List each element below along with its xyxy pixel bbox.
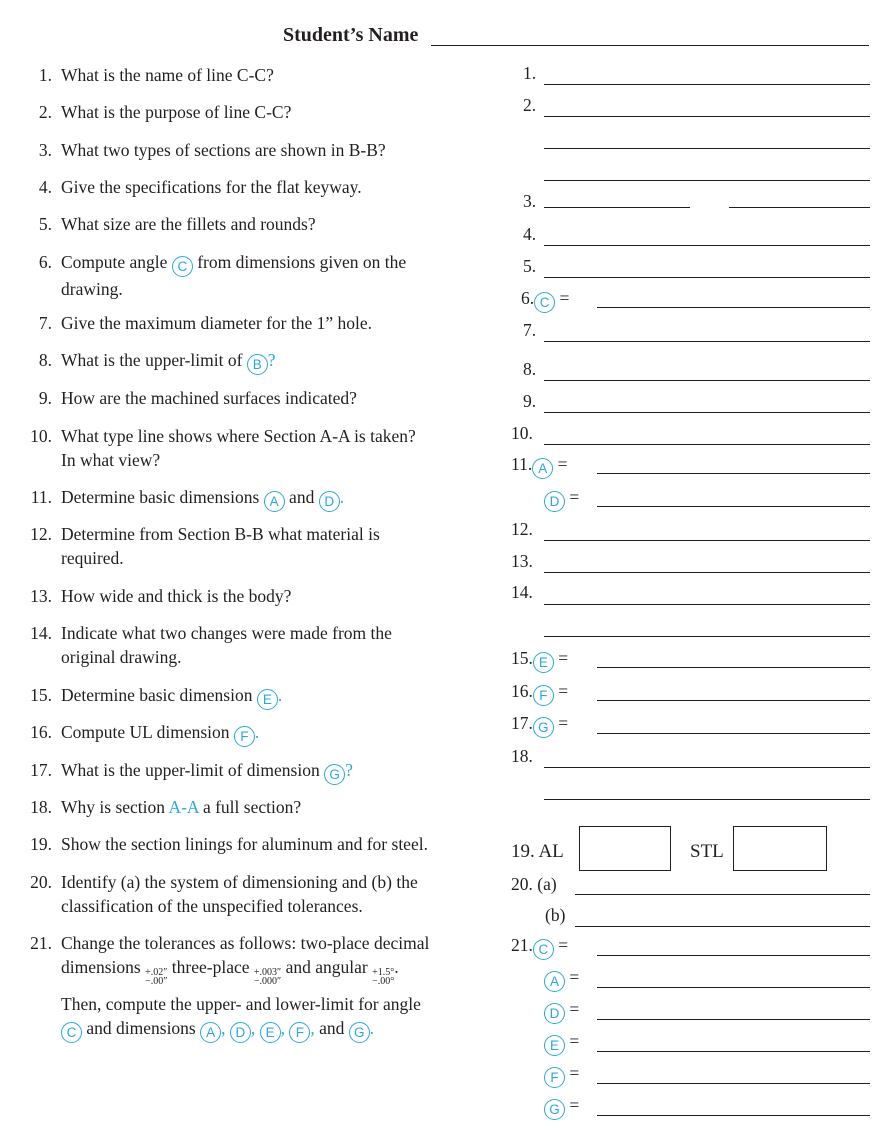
answer-number: 18. [511,746,533,766]
answer-17-line[interactable] [597,733,870,734]
answer-number: 21. C = [511,933,568,960]
callout-d-icon: D [544,491,565,512]
answer-20a-line[interactable] [575,894,870,895]
answer-number: 16. F = [511,679,568,706]
answer-number: 4. [523,224,537,244]
answer-14-line[interactable] [544,604,870,605]
callout-c-icon: C [172,256,193,277]
answer-number: D = [544,997,579,1024]
question-number: 19. [30,834,52,854]
tolerance-angular: +1.5° −.00° [372,967,395,987]
question-number: 1. [38,65,52,85]
answer-2-line-2[interactable] [544,148,870,149]
callout-b-icon: B [247,354,268,375]
answer-20b-label: (b) [545,905,566,925]
answer-15-line[interactable] [597,667,870,668]
question-number: 16. [30,722,52,742]
answer-14-line-2[interactable] [544,636,870,637]
answer-number: 11. A = [511,452,567,479]
answer-number: 14. [511,582,533,602]
answer-9-line[interactable] [544,412,870,413]
question-number: 21. [30,933,52,953]
callout-a-icon: A [200,1022,221,1043]
question-number: 4. [38,177,52,197]
callout-a-icon: A [264,491,285,512]
question-4: Give the specifications for the flat keyway. [61,177,362,197]
answer-number: 20. (a) [511,874,557,894]
question-number: 14. [30,623,52,643]
answer-16-line[interactable] [597,700,870,701]
callout-a-icon: A [544,971,565,992]
answer-number: F = [544,1061,579,1088]
question-16: Compute UL dimension F . [61,720,259,747]
answer-number: 8. [523,359,537,379]
answer-number: 10. [511,423,533,443]
callout-d-icon: D [230,1022,251,1043]
question-number: 5. [38,214,52,234]
question-number: 20. [30,872,52,892]
question-9: How are the machined surfaces indicated? [61,388,357,408]
question-number: 17. [30,760,52,780]
callout-f-icon: F [234,726,255,747]
question-1: What is the name of line C-C? [61,65,274,85]
callout-a-icon: A [532,458,553,479]
question-6: Compute angle C from dimensions given on the drawing. [61,252,407,299]
callout-g-icon: G [349,1022,370,1043]
question-number: 3. [38,140,52,160]
question-2: What is the purpose of line C-C? [61,102,292,122]
answer-7-line[interactable] [544,341,870,342]
callout-g-icon: G [544,1099,565,1120]
answer-8-line[interactable] [544,380,870,381]
answer-5-line[interactable] [544,277,870,278]
answer-1-line[interactable] [544,84,870,85]
question-5: What size are the fillets and rounds? [61,214,316,234]
callout-e-icon: E [260,1022,281,1043]
answer-number: D = [544,485,579,512]
answer-number: 3. [523,191,537,211]
callout-g-icon: G [533,717,554,738]
callout-e-icon: E [533,652,554,673]
answer-6-line[interactable] [597,307,870,308]
question-number: 10. [30,426,52,446]
answer-21g-line[interactable] [597,1115,870,1116]
answer-21e-line[interactable] [597,1051,870,1052]
answer-21f-line[interactable] [597,1083,870,1084]
answer-number: 17. G = [511,711,568,738]
question-number: 8. [38,350,52,370]
answer-number: 13. [511,551,533,571]
question-20: Identify (a) the system of dimensioning and (b) the classification of the unspecified tolerances. [61,872,418,916]
tolerance-two-place: +.02″ −.00″ [145,967,168,987]
question-3: What two types of sections are shown in B-B? [61,140,386,160]
question-14: Indicate what two changes were made from the original drawing. [61,623,392,667]
callout-f-icon: F [533,685,554,706]
question-19: Show the section linings for aluminum and for steel. [61,834,428,854]
callout-c-icon: C [61,1022,82,1043]
answer-3-line-b[interactable] [729,207,870,208]
callout-g-icon: G [324,764,345,785]
answer-13-line[interactable] [544,572,870,573]
callout-f-icon: F [544,1067,565,1088]
answer-number: 12. [511,519,533,539]
question-number: 12. [30,524,52,544]
answer-2-line-3[interactable] [544,180,870,181]
answer-number: 7. [523,320,537,340]
answer-3-line-a[interactable] [544,207,690,208]
answer-number: 19. AL [511,841,564,862]
callout-f-icon: F [289,1022,310,1043]
answer-21a-line[interactable] [597,987,870,988]
question-21-continued: Then, compute the upper- and lower-limit for angle C and dimensions A , D , E , F , and G . [61,992,421,1043]
answer-18-line-2[interactable] [544,799,870,800]
question-number: 2. [38,102,52,122]
question-18: Why is section A-A a full section? [61,797,302,817]
answer-number: A = [544,965,579,992]
answer-18-line[interactable] [544,767,870,768]
callout-d-icon: D [544,1003,565,1024]
answer-20b-line[interactable] [575,926,870,927]
answer-2-line[interactable] [544,116,870,117]
student-name-field[interactable] [431,45,869,46]
question-10: What type line shows where Section A-A is taken? In what view? [61,426,416,470]
answer-4-line[interactable] [544,245,870,246]
answer-number: 9. [523,391,537,411]
question-number: 7. [38,313,52,333]
callout-e-icon: E [257,689,278,710]
callout-e-icon: E [544,1035,565,1056]
question-7: Give the maximum diameter for the 1” hole. [61,313,373,333]
answer-number: 6. C = [521,286,569,313]
callout-c-icon: C [533,939,554,960]
question-15: Determine basic dimension E . [61,683,282,710]
question-number: 15. [30,685,52,705]
student-name-label: Student’s Name [283,24,419,46]
stl-label: STL [690,841,724,862]
question-number: 9. [38,388,52,408]
tolerance-three-place: +.003″ −.000″ [253,967,282,987]
question-13: How wide and thick is the body? [61,586,292,606]
answer-number: 15. E = [511,646,568,673]
question-number: 11. [30,487,52,507]
question-11: Determine basic dimensions A and D . [61,485,344,512]
answer-21c-line[interactable] [597,955,870,956]
answer-number: 5. [523,256,537,276]
callout-c-icon: C [534,292,555,313]
answer-10-line[interactable] [544,444,870,445]
answer-12-line[interactable] [544,540,870,541]
question-number: 6. [38,252,52,272]
question-21: Change the tolerances as follows: two-place decimal dimensions +.02″ −.00″ three-place +.003″ −.000″ and angular +1.5° −.00° . [61,933,430,987]
question-number: 18. [30,797,52,817]
callout-d-icon: D [319,491,340,512]
answer-21d-line[interactable] [597,1019,870,1020]
answer-11d-line[interactable] [597,506,870,507]
answer-number: G = [544,1093,579,1120]
aluminum-section-lining-box[interactable] [579,826,671,871]
question-17: What is the upper-limit of dimension G ? [61,758,353,785]
answer-number: 2. [523,95,537,115]
question-number: 13. [30,586,52,606]
question-12: Determine from Section B-B what material is required. [61,524,380,568]
answer-11a-line[interactable] [597,473,870,474]
answer-number: E = [544,1029,579,1056]
question-8: What is the upper-limit of B ? [61,348,276,375]
steel-section-lining-box[interactable] [733,826,827,871]
answer-number: 1. [523,63,537,83]
